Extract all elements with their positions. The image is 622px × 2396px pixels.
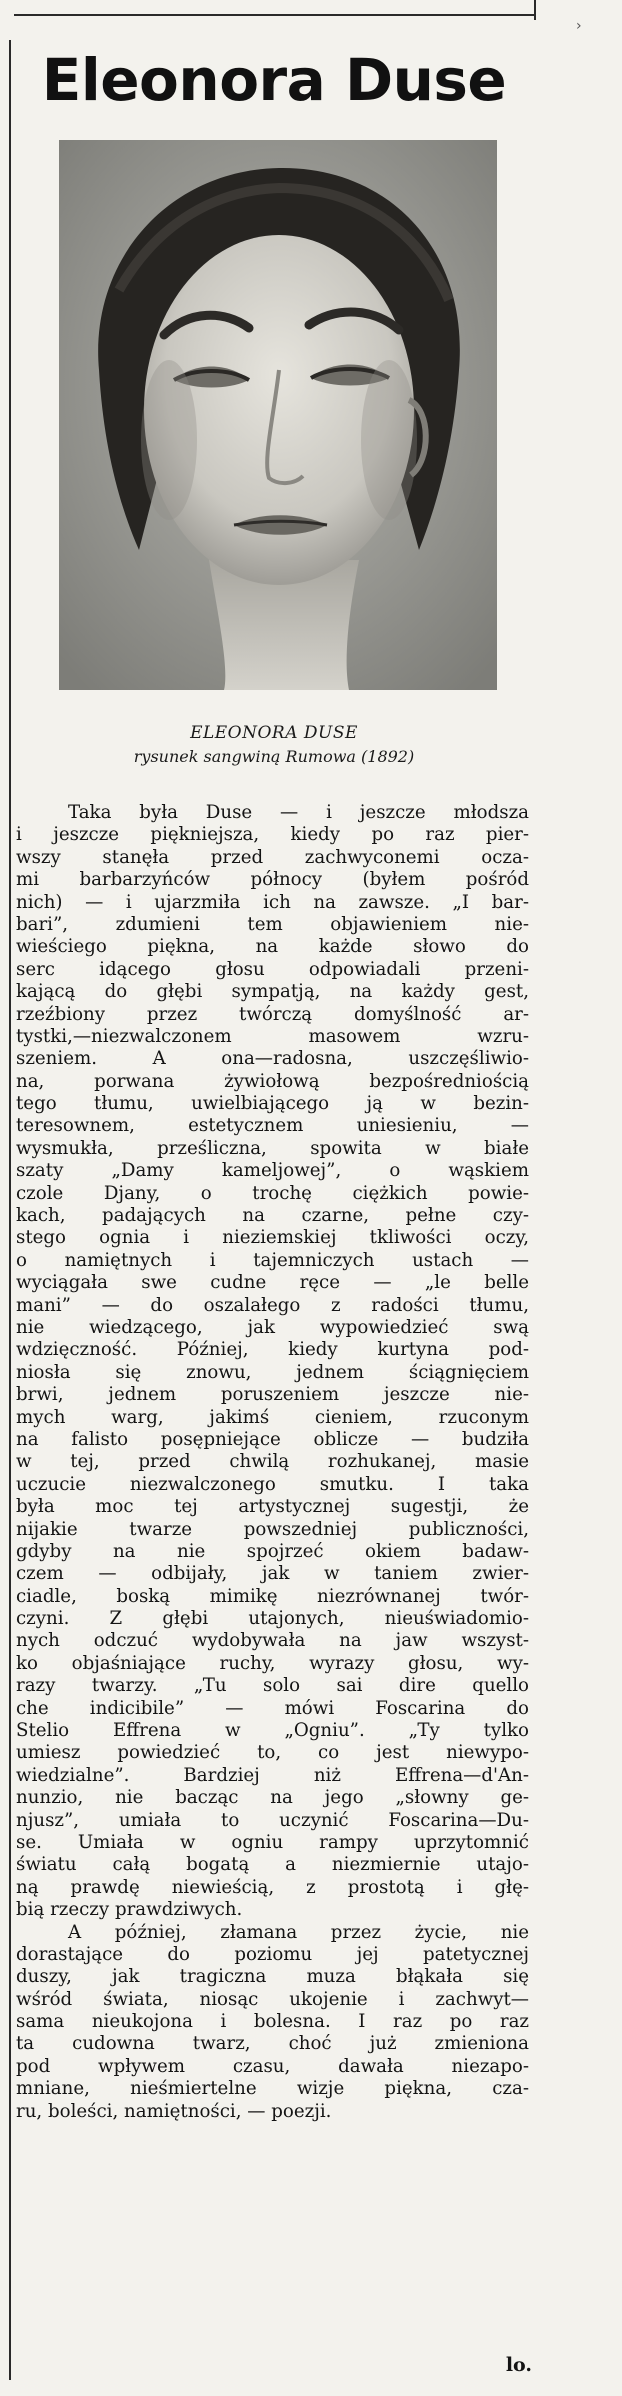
article-body — [16, 802, 529, 2123]
body-line: ną prawdę niewieścią, z prostotą i głę- — [16, 1876, 529, 1898]
body-line: ko objaśniające ruchy, wyrazy głosu, wy- — [16, 1652, 529, 1674]
body-line: sama nieukojona i bolesna. I raz po raz — [16, 2011, 529, 2033]
body-line: dorastające do poziomu jej patetycznej — [16, 1943, 529, 1965]
body-line: była moc tej artystycznej sugestji, że — [16, 1496, 529, 1518]
body-line: wśród świata, niosąc ukojenie i zachwyt— — [16, 1988, 529, 2010]
body-line: Stelio Effrena w „Ogniu”. „Ty tylko — [16, 1720, 529, 1742]
body-line: gdyby na nie spojrzeć okiem badaw- — [16, 1540, 529, 1562]
author-signature: lo. — [505, 2354, 532, 2376]
body-line: mniane, nieśmiertelne wizje piękna, czа- — [16, 2078, 529, 2100]
body-line: ta cudowna twarz, choć już zmieniona — [16, 2033, 529, 2055]
body-line: wyciągała swe cudne ręce — „le belle — [16, 1272, 529, 1294]
body-line: ciadle, boską mimikę niezrównanej twór- — [16, 1585, 529, 1607]
body-line: nych odczuć wydobywała na jaw wszyst- — [16, 1630, 529, 1652]
body-line: nunzio, nie bacząc na jego „słowny ge- — [16, 1787, 529, 1809]
body-line: pod wpływem czasu, dawała niezapo- — [16, 2055, 529, 2077]
body-line: o namiętnych i tajemniczych ustach — — [16, 1249, 529, 1271]
article-title: Eleonora Duse — [41, 46, 507, 114]
body-line: wdzięczność. Później, kiedy kurtyna pod- — [16, 1339, 529, 1361]
body-line: na falisto posępniejące oblicze — budziła — [16, 1428, 529, 1450]
body-line: kach, padających na czarne, pełne czy- — [16, 1205, 529, 1227]
caption-name: ELEONORA DUSE — [190, 723, 358, 743]
body-line: Taka była Duse — i jeszcze młodsza — [68, 802, 529, 823]
body-line: niosła się znowu, jednem ściągnięciem — [16, 1361, 529, 1383]
column-rule-right — [534, 0, 536, 20]
body-line: nijakie twarze powszedniej publiczności, — [16, 1518, 529, 1540]
body-line: razy twarzy. „Tu solo sai dire quello — [16, 1675, 529, 1697]
body-line: szeniem. A ona—radosna, uszczęśliwio- — [16, 1048, 529, 1070]
body-line: uczucie niezwalczonego smutku. I taka — [16, 1473, 529, 1495]
body-line: se. Umiała w ogniu rampy uprzytomnić — [16, 1831, 529, 1853]
body-line: światu całą bogatą a niezmiernie utajo- — [16, 1854, 529, 1876]
body-line: czem — odbijały, jak w taniem zwier- — [16, 1563, 529, 1585]
column-rule-left — [9, 40, 11, 2380]
body-line: tego tłumu, uwielbiającego ją w bezin- — [16, 1093, 529, 1115]
body-line: A później, złamana przez życie, nie — [68, 1921, 529, 1943]
body-line: njusz”, umiała to uczynić Foscarina—Du- — [16, 1809, 529, 1831]
body-line: mych warg, jakimś cieniem, rzuconym — [16, 1406, 529, 1428]
body-line: czyni. Z głębi utajonych, nieuświadomio- — [16, 1608, 529, 1630]
body-line: duszy, jak tragiczna muza błąkała się — [16, 1966, 529, 1988]
body-line: mani” — do oszalałego z radości tłumu, — [16, 1294, 529, 1316]
portrait-image — [59, 140, 497, 690]
body-line: mi barbarzyńców północy (byłem pośród — [16, 869, 529, 891]
body-line: bari”, zdumieni tem objawieniem nie- — [16, 913, 529, 935]
body-line: i jeszcze piękniejsza, kiedy po raz pier- — [16, 824, 529, 846]
body-line: bią rzeczy prawdziwych. — [16, 1899, 243, 1921]
body-line: wysmukła, prześliczna, spowita w białe — [16, 1137, 529, 1159]
body-line: tystki,—niezwalczonem masowem wzru- — [16, 1025, 529, 1047]
body-line: rzeźbiony przez twórczą domyślność ar- — [16, 1003, 529, 1025]
body-line: stego ognia i nieziemskiej tkliwości oczy, — [16, 1227, 529, 1249]
body-line: umiesz powiedzieć to, co jest niewypo- — [16, 1742, 529, 1764]
body-line: kającą do głębi sympatją, na każdy gest, — [16, 981, 529, 1003]
body-line: czole Djany, o trochę ciężkich powie- — [16, 1182, 529, 1204]
body-line: wszy stanęła przed zachwyconemi ocza- — [16, 846, 529, 868]
margin-mark: › — [576, 18, 582, 34]
body-line: teresownem, estetycznem uniesieniu, — — [16, 1115, 529, 1137]
caption-credit: rysunek sangwiną Rumowa (1892) — [133, 747, 415, 766]
body-line: brwi, jednem poruszeniem jeszcze nie- — [16, 1384, 529, 1406]
body-line: ru, boleści, namiętności, — poezji. — [16, 2100, 332, 2122]
body-line: wieściego piękna, na każde słowo do — [16, 936, 529, 958]
body-line: serc idącego głosu odpowiadali przeni- — [16, 958, 529, 980]
body-line: na, porwana żywiołową bezpośredniością — [16, 1070, 529, 1092]
body-line: wiedzialne”. Bardziej niż Effrena—d'An- — [16, 1764, 529, 1786]
top-rule — [14, 14, 534, 16]
body-line: che indicibile” — mówi Foscarina do — [16, 1697, 529, 1719]
body-line: nie wiedzącego, jak wypowiedzieć swą — [16, 1316, 529, 1338]
body-line: w tej, przed chwilą rozhukanej, masie — [16, 1451, 529, 1473]
body-line: nich) — i ujarzmiła ich na zawsze. „I bar- — [16, 891, 529, 913]
body-line: szaty „Damy kameljowej”, o wąskiem — [16, 1160, 529, 1182]
